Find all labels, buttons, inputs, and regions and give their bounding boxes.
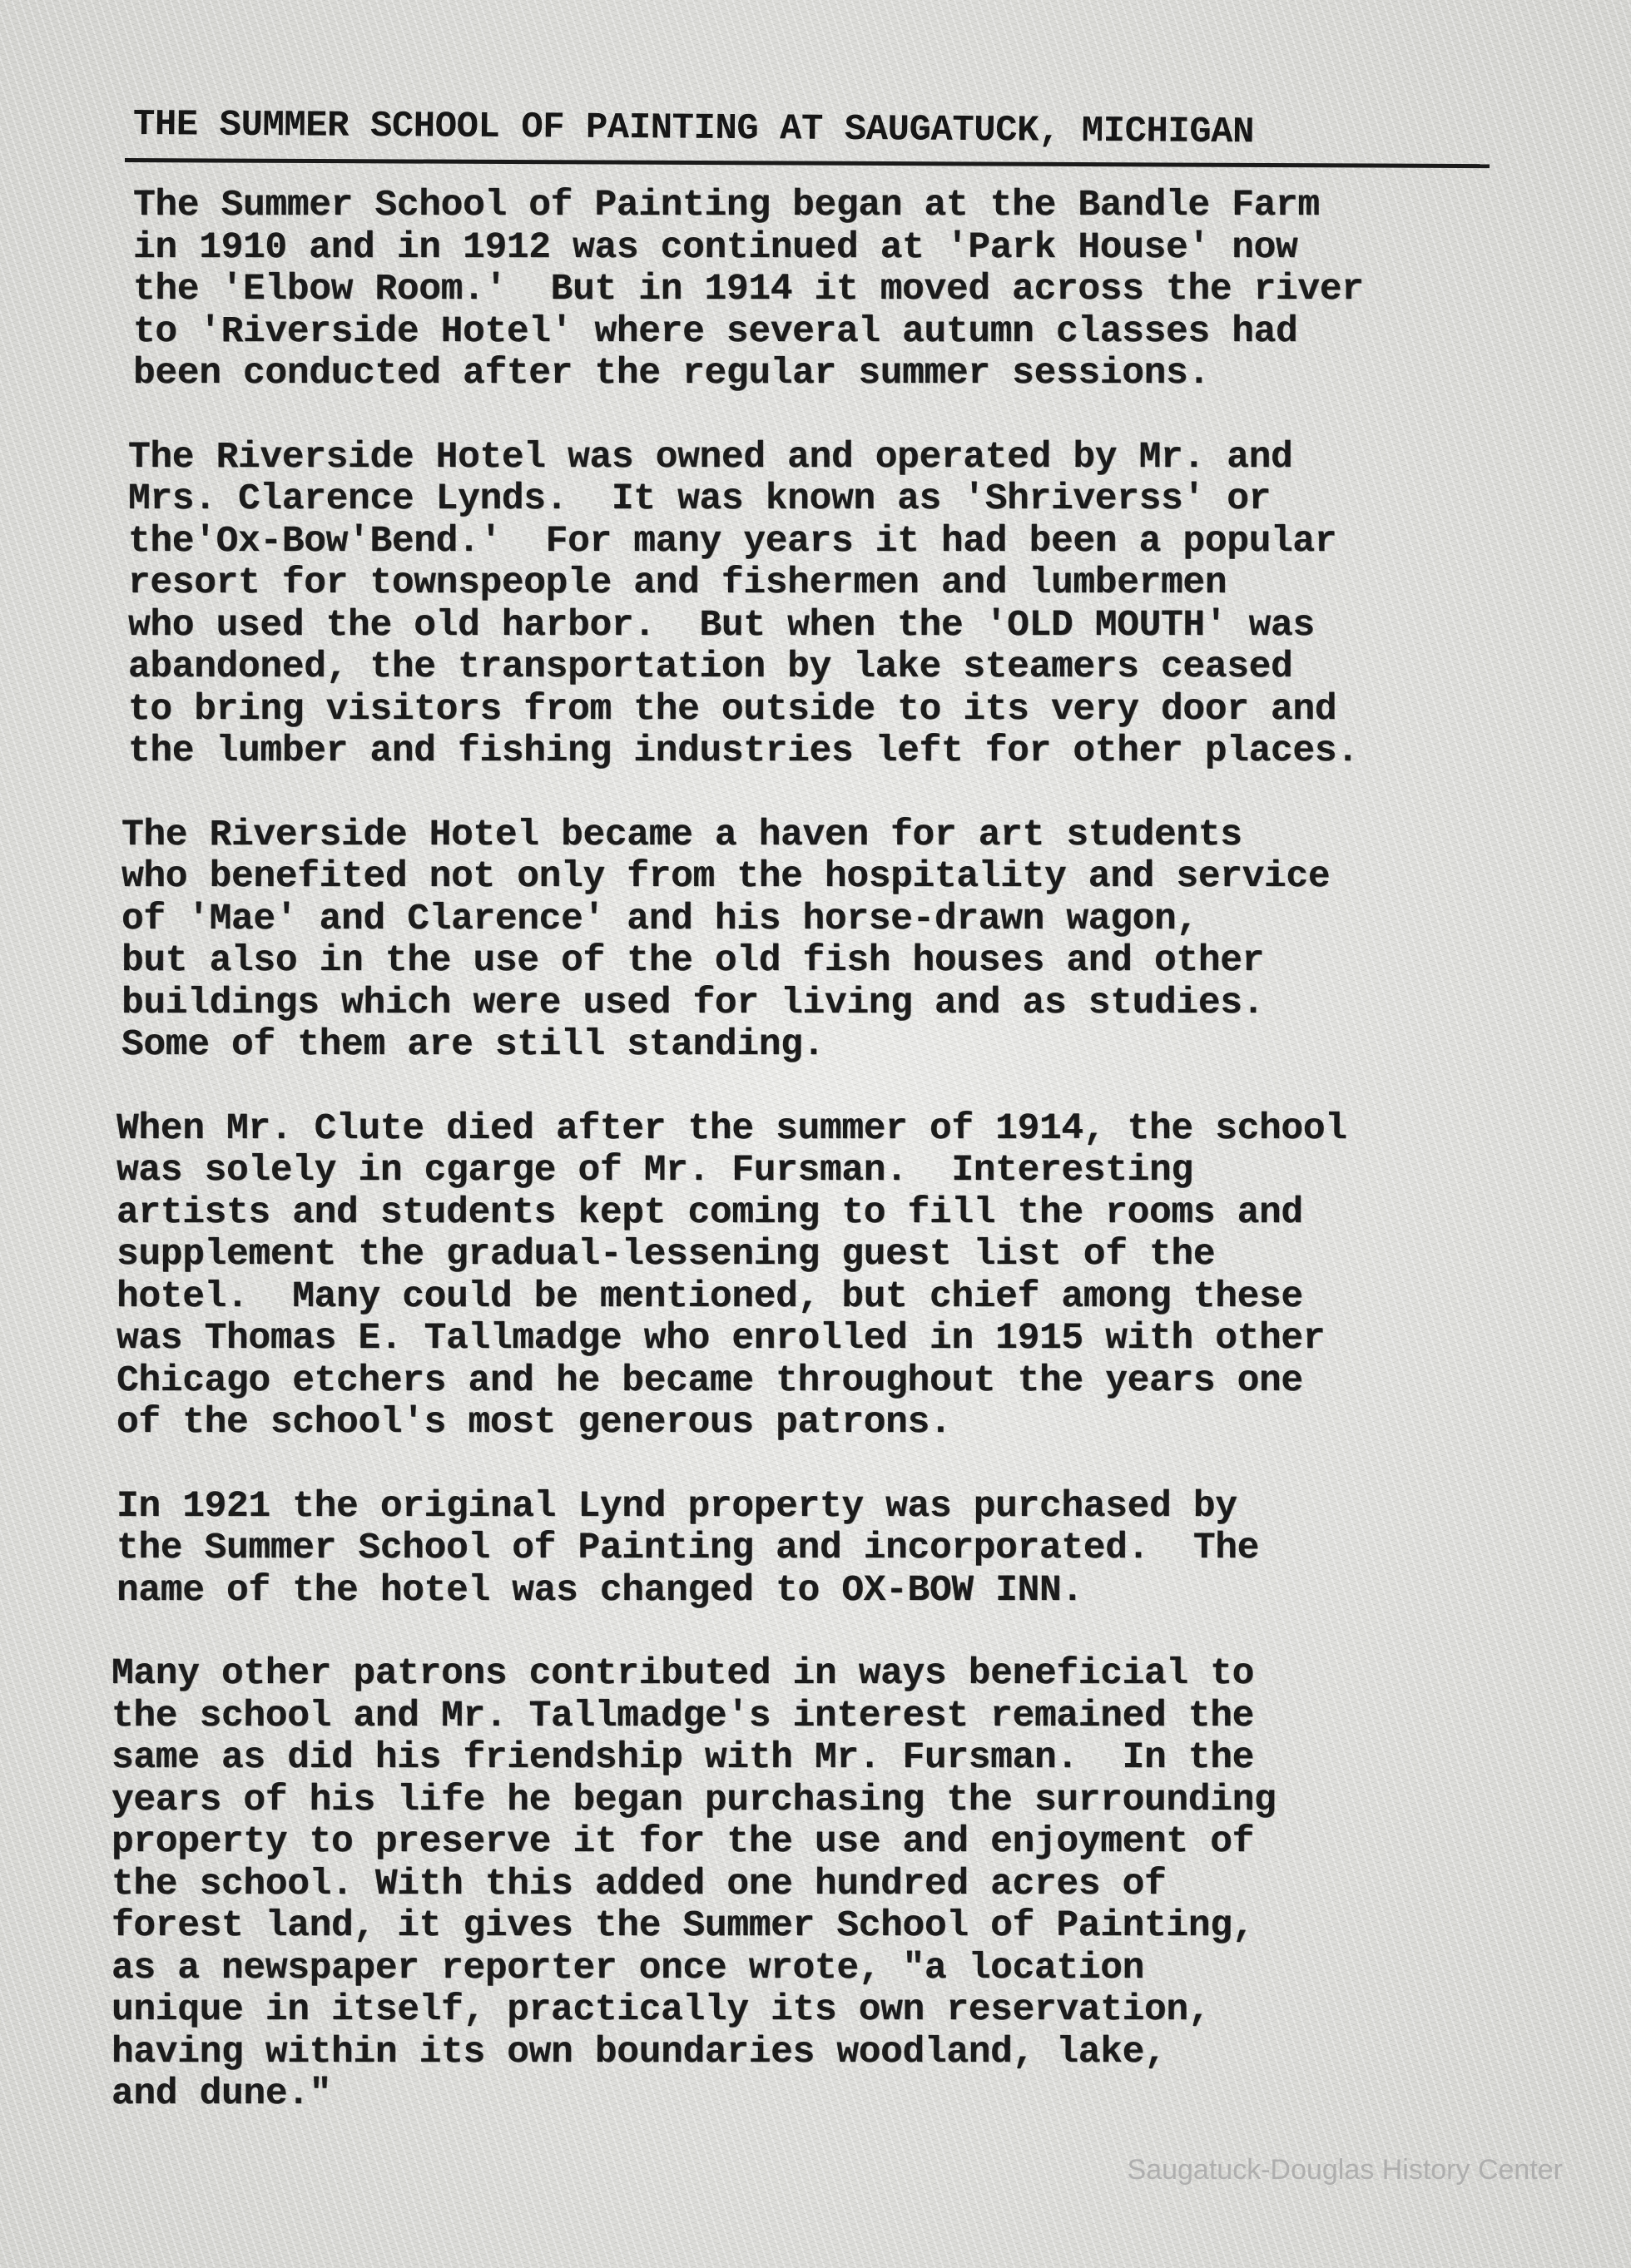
paragraph-haven-for-students: The Riverside Hotel became a haven for art students who benefited not only from the hospitality and service of 'Mae' and Clarence' and his horse-drawn wagon, but also in the use of the old fish houses and other buildings which were used for living and as studies. Some of them are still standing. <box>121 814 1331 1066</box>
paragraph-clute-and-fursman: When Mr. Clute died after the summer of 1914, the school was solely in cgarge of Mr. Fursman. Interesting artists and students kept coming to fill the rooms and supplement the gradual-lessening guest list of the hotel. Many could be mentioned, but chief among these was Thomas E. Tallmadge who enrolled in 1915 with other Chicago etchers and he became throughout the years one of the school's most generous patrons. <box>116 1107 1347 1443</box>
paragraph-lynd-property: In 1921 the original Lynd property was purchased by the Summer School of Painting and incorporated. The name of the hotel was changed to OX-BOW INN. <box>116 1485 1260 1612</box>
paragraph-riverside-hotel: The Riverside Hotel was owned and operated by Mr. and Mrs. Clarence Lynds. It was known as 'Shriverss' or the'Ox-Bow'Bend.' For many years it had been a popular resort for townspeople and fishermen and lumbermen who used the old harbor. But when the 'OLD MOUTH' was abandoned, the transportation by lake steamers ceased to bring visitors from the outside to its very door and the lumber and fishing industries left for other places. <box>128 436 1359 772</box>
title-underline <box>125 158 1490 168</box>
paragraph-history-beginnings: The Summer School of Painting began at the Bandle Farm in 1910 and in 1912 was continued at 'Park House' now the 'Elbow Room.' But in 1914 it moved across the river to 'Riverside Hotel' where several autumn classes had been conducted after the regular summer sessions. <box>133 185 1364 394</box>
document-title: THE SUMMER SCHOOL OF PAINTING AT SAUGATUCK, MICHIGAN <box>132 104 1255 154</box>
paragraph-patrons: Many other patrons contributed in ways beneficial to the school and Mr. Tallmadge's interest remained the same as did his friendship with Mr. Fursman. In the years of his life he began purchasing the surrounding property to preserve it for the use and enjoyment of the school. With this added one hundred acres of forest land, it gives the Summer School of Painting, as a newspaper reporter once wrote, "a location unique in itself, practically its own reservation, having within its own boundaries woodland, lake, and dune." <box>112 1653 1277 2115</box>
document-body <box>112 185 1581 2157</box>
source-watermark: Saugatuck-Douglas History Center <box>1127 2154 1563 2186</box>
